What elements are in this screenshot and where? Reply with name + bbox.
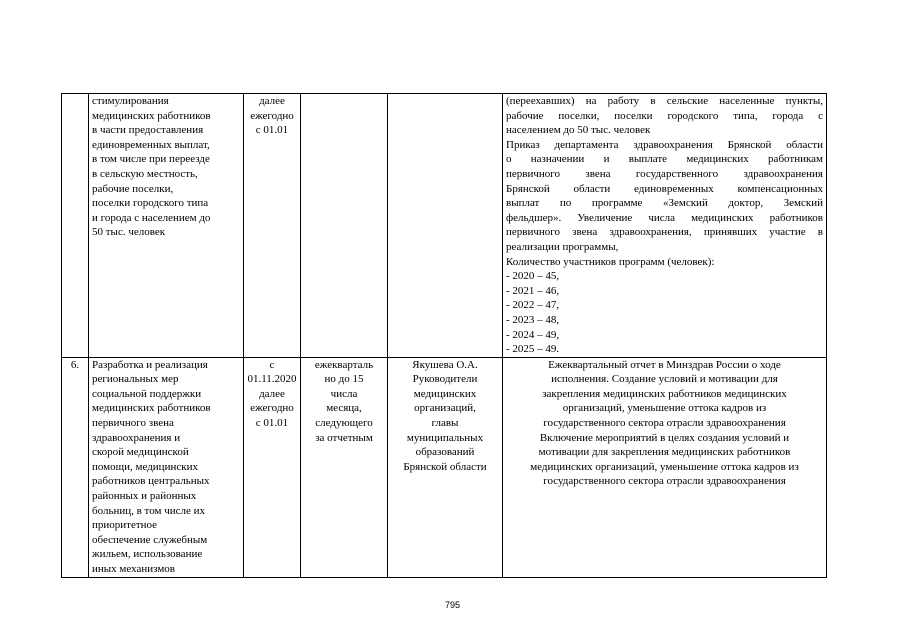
cell-text-line: поселки городского типа — [92, 197, 209, 210]
cell-text-line: рабочие поселки, поселки городского типа, города с — [506, 109, 823, 122]
cell-text-line: государственного сектора отрасли здравоохранения — [543, 417, 786, 430]
cell-text-line: Разработка и реализация — [92, 358, 208, 371]
cell-text-line: числа — [330, 387, 358, 400]
cell-text-line: медицинских организаций, уменьшение оттока кадров из — [530, 460, 799, 473]
cell-text-line: организаций, — [414, 402, 476, 415]
cell-text-line: (переехавших) на работу в сельские населенные пункты, — [506, 95, 823, 107]
cell-text-line: 50 тыс. человек — [92, 226, 166, 239]
cell-text-line: жильем, использование — [92, 548, 203, 561]
table-row — [62, 357, 827, 577]
cell-text-line: социальной поддержки — [92, 387, 202, 400]
cell-text-line: - 2023 – 48, — [506, 313, 560, 326]
cell-text-line: приоритетное — [92, 519, 158, 532]
cell-text-line: Брянской области — [403, 460, 487, 473]
cell-text-line: Ежеквартальный отчет в Минздрав России о ходе — [548, 358, 781, 371]
cell-result — [503, 94, 827, 358]
cell-text-line: ежегодно — [250, 402, 294, 415]
cell-text-line: районных и районных — [92, 490, 197, 503]
cell-text-line: в части предоставления — [92, 124, 204, 137]
cell-text-line: населением до 50 тыс. человек — [506, 124, 651, 137]
page-number: 795 — [444, 600, 461, 610]
cell-responsible — [388, 357, 503, 577]
cell-text-line: о назначении и выплате медицинских работникам — [506, 153, 823, 166]
cell-result — [503, 357, 827, 577]
cell-text-line: с 01.01 — [255, 124, 289, 137]
cell-text-line: единовременных выплат, — [92, 138, 210, 151]
cell-text-line: иных механизмов — [92, 563, 175, 575]
cell-text-line: государственного сектора отрасли здравоохранения — [543, 475, 786, 488]
cell-text-line: - 2024 – 49, — [506, 328, 560, 341]
row-number: 6. — [70, 358, 80, 371]
cell-text-line: Включение мероприятий в целях создания условий и — [539, 431, 790, 444]
cell-text-line: следующего — [315, 417, 373, 430]
cell-number — [62, 357, 89, 577]
measures-table — [61, 93, 827, 578]
cell-text-line: организаций, уменьшение оттока кадров из — [562, 402, 767, 415]
cell-text-line: с — [269, 358, 275, 371]
cell-text-line: - 2020 – 45, — [506, 270, 560, 283]
cell-text-line: работников центральных — [92, 475, 210, 488]
cell-text-line: Якушева О.А. — [412, 358, 478, 371]
cell-text-line: здравоохранения и — [92, 431, 181, 444]
cell-text-line: главы — [431, 417, 459, 430]
cell-text-line: но до 15 — [324, 373, 364, 386]
cell-text-line: - 2025 – 49. — [506, 343, 560, 356]
cell-text-line: ежекварталь — [314, 358, 374, 371]
cell-text-line: мотивации для закрепления медицинских работников — [538, 446, 791, 459]
cell-text-line: медицинских работников — [92, 402, 211, 415]
cell-text-line: Приказ департамента здравоохранения Брянской области — [506, 138, 823, 151]
cell-text-line: с 01.01 — [255, 417, 289, 430]
cell-text-line: первичного звена — [92, 417, 174, 430]
cell-text-line: месяца, — [326, 402, 362, 415]
cell-period — [244, 357, 301, 577]
cell-text-line: выплат по программе «Земский доктор, Земский — [506, 197, 823, 210]
cell-text-line: в том числе при переезде — [92, 153, 210, 166]
cell-text-line: первичного звена государственного здравоохранения — [506, 167, 823, 180]
cell-text-line: далее — [259, 95, 285, 107]
cell-text-line: медицинских работников — [92, 109, 211, 122]
cell-text-line: далее — [259, 387, 285, 400]
cell-number — [62, 94, 89, 358]
cell-text-line: за отчетным — [315, 431, 373, 444]
cell-text-line: фельдшер». Увеличение числа медицинских работников — [506, 211, 823, 224]
cell-text-line: первичного звена здравоохранения, принявших участие в — [506, 226, 823, 239]
cell-text-line: Брянской области единовременных компенсационных — [506, 182, 823, 195]
cell-text-line: - 2022 – 47, — [506, 299, 560, 312]
cell-deadline — [301, 94, 388, 358]
cell-text-line: Количество участников программ (человек): — [506, 255, 715, 268]
cell-text-line: стимулирования — [92, 95, 169, 107]
cell-measure — [89, 94, 244, 358]
cell-text-line: больниц, в том числе их — [92, 504, 206, 517]
cell-text-line: медицинских — [413, 387, 477, 400]
cell-text-line: муниципальных — [406, 431, 484, 444]
cell-text-line: помощи, медицинских — [92, 460, 198, 473]
cell-period — [244, 94, 301, 358]
cell-text-line: 01.11.2020 — [247, 373, 297, 386]
cell-text-line: и города с населением до — [92, 211, 211, 224]
cell-text-line: скорой медицинской — [92, 446, 189, 459]
cell-text-line: в сельскую местность, — [92, 167, 198, 180]
cell-text-line: рабочие поселки, — [92, 182, 174, 195]
cell-text-line: ежегодно — [250, 109, 294, 122]
cell-text-line: закрепления медицинских работников медицинских — [542, 387, 787, 400]
cell-text-line: Руководители — [412, 373, 478, 386]
cell-text-line: реализации программы, — [506, 240, 619, 253]
cell-text-line: - 2021 – 46, — [506, 284, 560, 297]
cell-responsible — [388, 94, 503, 358]
cell-measure — [89, 357, 244, 577]
table-row — [62, 94, 827, 358]
cell-text-line: обеспечение служебным — [92, 533, 208, 546]
cell-text-line: исполнения. Создание условий и мотивации для — [551, 373, 778, 386]
cell-text-line: региональных мер — [92, 373, 179, 386]
cell-text-line: образований — [415, 446, 475, 459]
cell-deadline — [301, 357, 388, 577]
